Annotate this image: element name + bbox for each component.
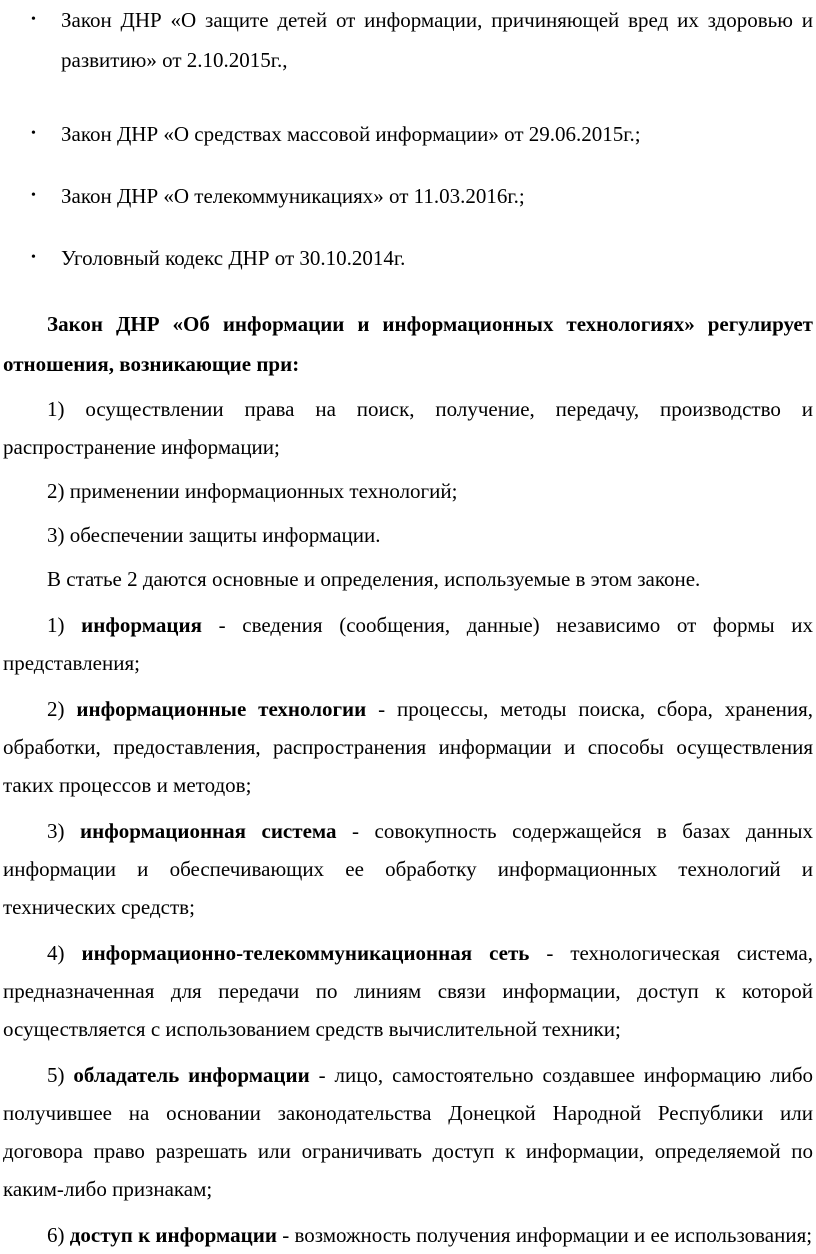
bullet-icon: • xyxy=(31,188,36,203)
list-item: • Уголовный кодекс ДНР от 30.10.2014г. xyxy=(3,238,813,278)
definition-term: информация xyxy=(81,613,202,637)
list-item: • Закон ДНР «О защите детей от информации, причиняющей вред их здоровью и развитию» от 2.10.2015г., xyxy=(3,0,813,80)
definition-paragraph: 6) доступ к информации - возможность получения информации и ее использования; xyxy=(47,1223,813,1247)
definition-term: информационные технологии xyxy=(76,697,367,721)
definition-term: информационная система xyxy=(80,819,337,843)
list-item: • Закон ДНР «О средствах массовой информации» от 29.06.2015г.; xyxy=(3,114,813,154)
list-item: • Закон ДНР «О телекоммуникациях» от 11.03.2016г.; xyxy=(3,176,813,216)
definition-term: информационно-телекоммуникационная сеть xyxy=(81,941,530,965)
item-paragraph: 1) осуществлении права на поиск, получение, передачу, производство и распространение информации; xyxy=(3,397,813,459)
definition-paragraph: 5) обладатель информации - лицо, самостоятельно создавшее информацию либо получившее на основании законодательства Донецкой Народной Республики или договора право разрешать или ограничивать доступ к информации, определяемой по каким-либо признакам; xyxy=(3,1063,813,1201)
definition-term: обладатель информации xyxy=(73,1063,310,1087)
definition-paragraph: 4) информационно-телекоммуникационная сеть - технологическая система, предназначенная для передачи по линиям связи информации, доступ к которой осуществляется с использованием средств вычислительной техники; xyxy=(3,941,813,1041)
definition-paragraph: 1) информация - сведения (сообщения, данные) независимо от формы их представления; xyxy=(3,613,813,675)
definition-paragraph: 3) информационная система - совокупность содержащейся в базах данных информации и обеспечивающих ее обработку информационных технологий и технических средств; xyxy=(3,819,813,919)
bullet-icon: • xyxy=(31,126,36,141)
lead-paragraph: Закон ДНР «Об информации и информационных технологиях» регулирует отношения, возникающие при: xyxy=(3,312,813,376)
article-intro: В статье 2 даются основные и определения, используемые в этом законе. xyxy=(47,567,701,591)
bullet-icon: • xyxy=(31,12,36,27)
item-paragraph: 3) обеспечении защиты информации. xyxy=(47,523,381,547)
bullet-icon: • xyxy=(31,250,36,265)
laws-list xyxy=(3,0,813,278)
item-paragraph: 2) применении информационных технологий; xyxy=(47,479,458,503)
definition-term: доступ к информации xyxy=(69,1223,277,1247)
definition-paragraph: 2) информационные технологии - процессы, методы поиска, сбора, хранения, обработки, предоставления, распространения информации и способы осуществления таких процессов и методов; xyxy=(3,697,814,797)
